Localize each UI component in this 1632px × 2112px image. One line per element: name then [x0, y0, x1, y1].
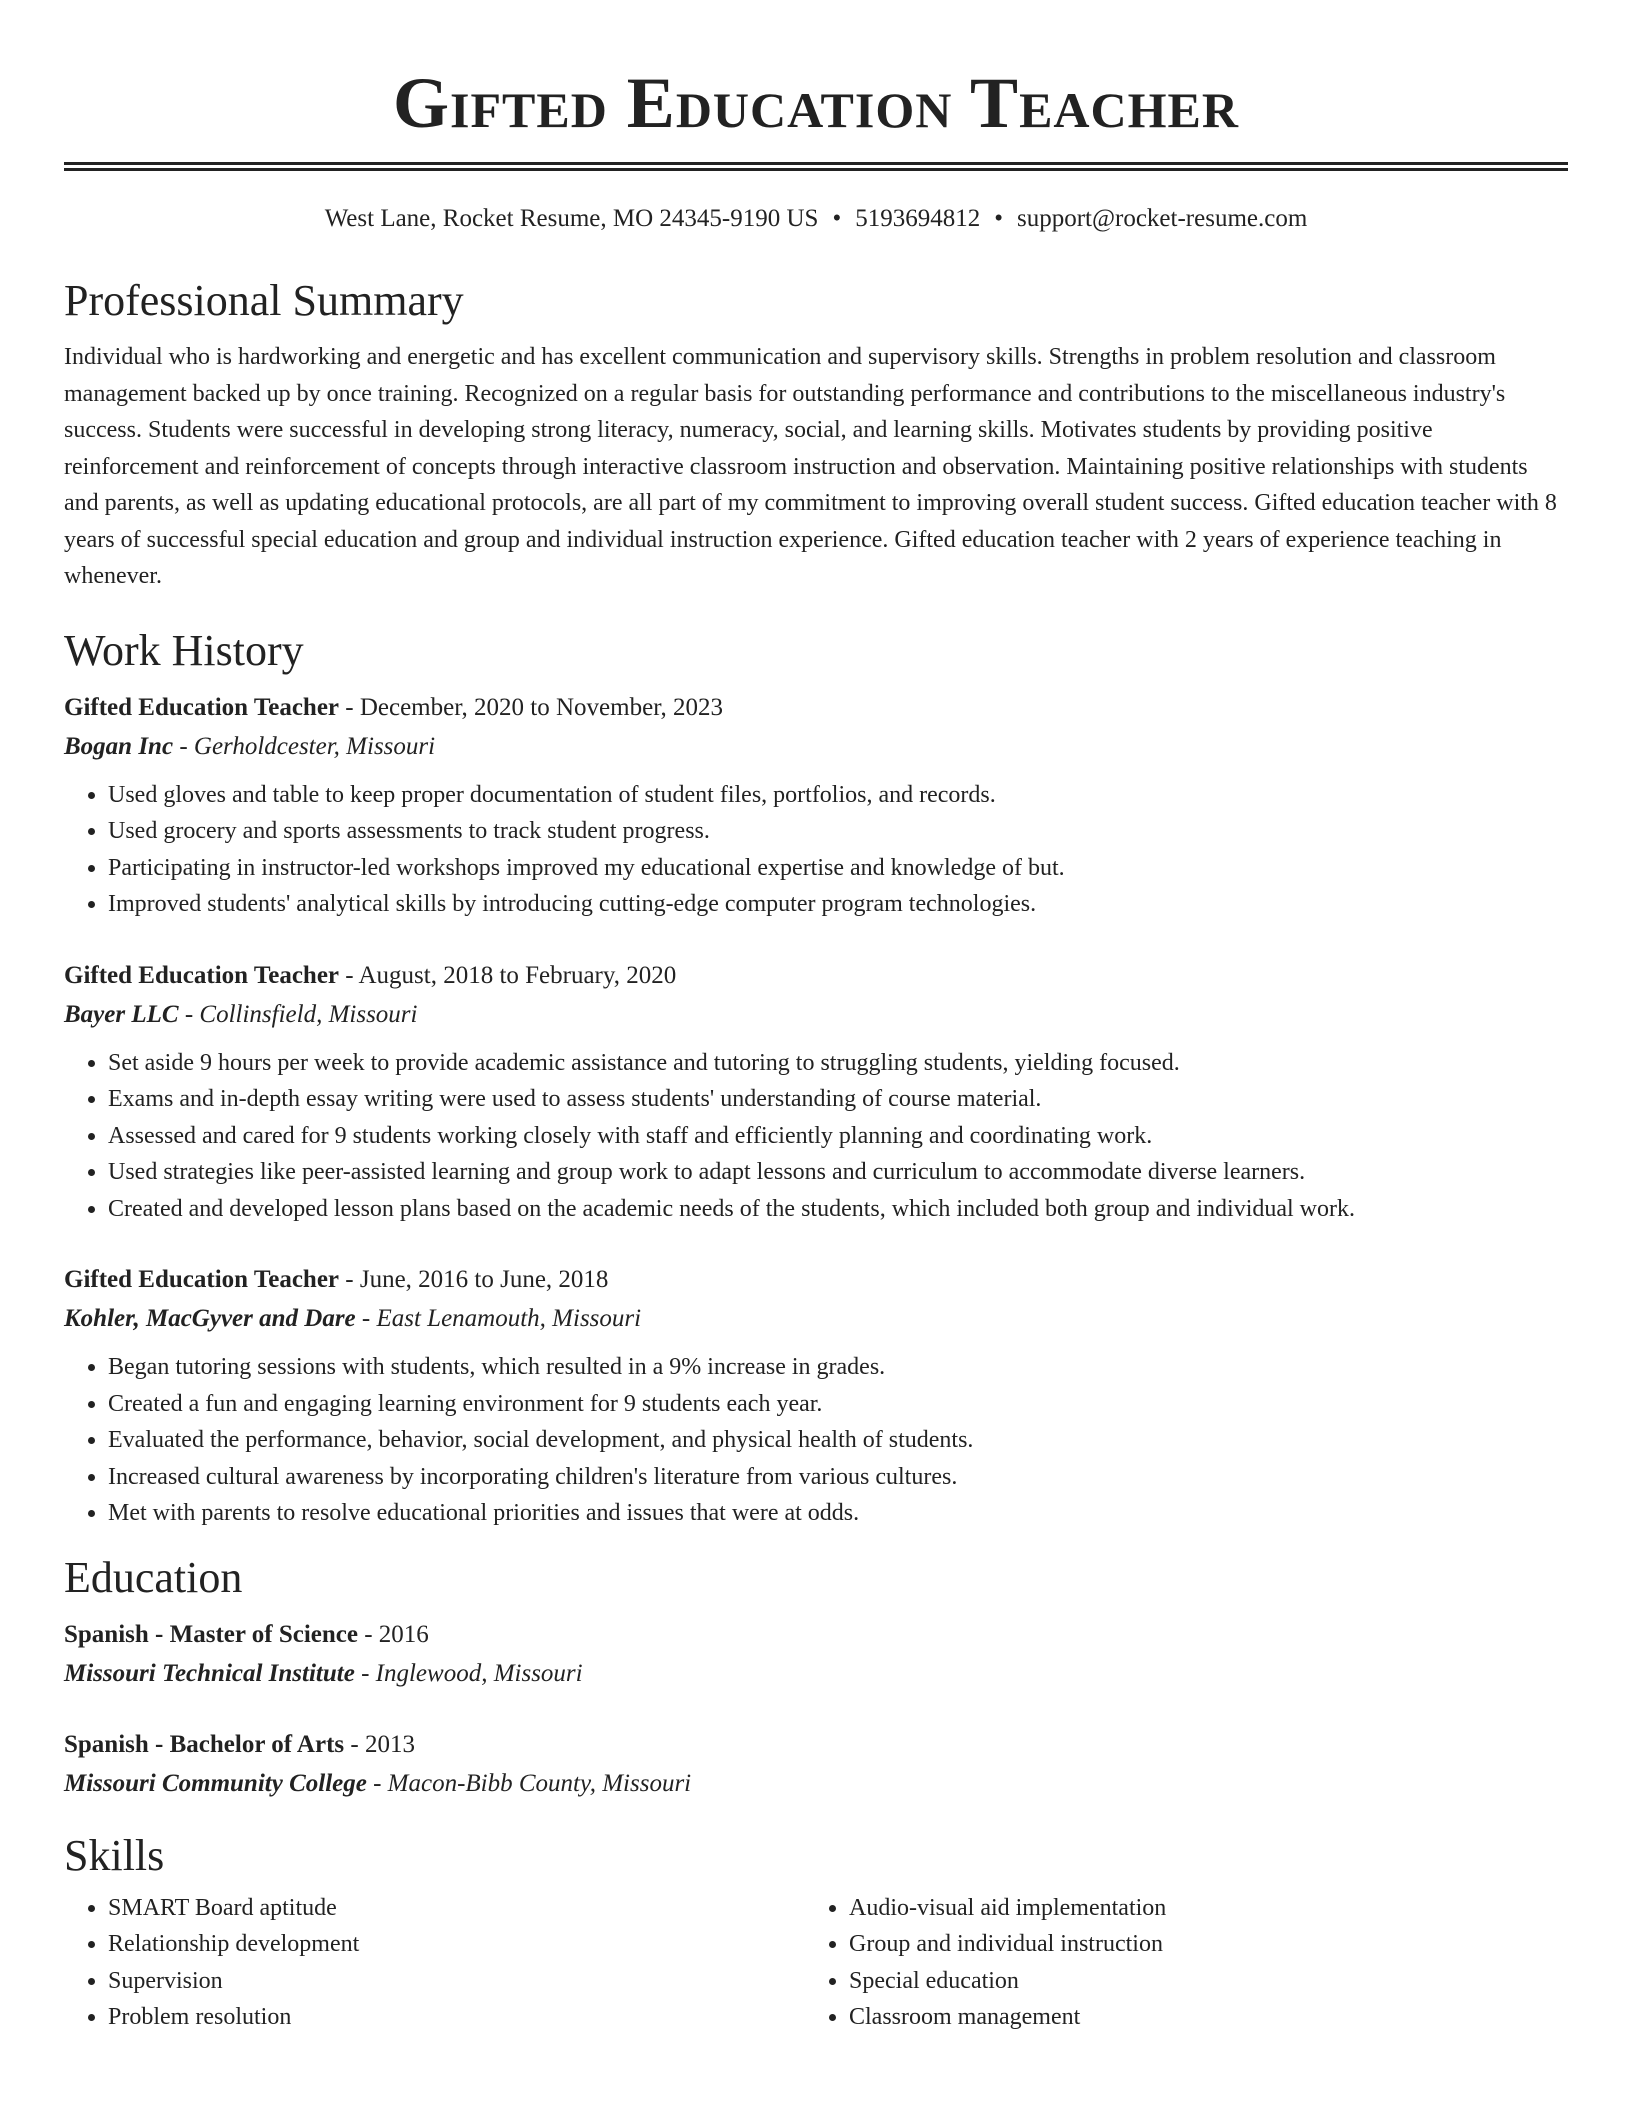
education-location: - Macon-Bibb County, Missouri — [366, 1769, 692, 1797]
education-degree: Spanish - Master of Science — [64, 1620, 358, 1648]
skill-item: • Special education — [849, 1963, 1546, 2000]
job-company-line — [64, 995, 1568, 1035]
job-role: Gifted Education Teacher — [64, 693, 340, 721]
job-bullet: • Began tutoring sessions with students, which resulted in a 9% increase in grades. — [108, 1349, 1568, 1386]
job-location: - Collinsfield, Missouri — [178, 1000, 418, 1028]
section-title-skills: Skills — [64, 1830, 165, 1880]
skill-item: • Supervision — [108, 1963, 805, 2000]
job-entry — [64, 1261, 1568, 1532]
job-heading — [64, 1261, 1568, 1299]
job-bullets — [64, 1349, 1568, 1532]
job-bullet: • Evaluated the performance, behavior, social development, and physical health of students. — [108, 1422, 1568, 1459]
job-heading — [64, 689, 1568, 727]
job-bullet: • Created and developed lesson plans based on the academic needs of the students, which included both group and individual work. — [108, 1191, 1568, 1228]
job-bullets — [64, 777, 1568, 923]
job-location: - East Lenamouth, Missouri — [355, 1305, 642, 1332]
section-title-summary: Professional Summary — [64, 276, 464, 325]
job-bullet: • Assessed and cared for 9 students working closely with staff and efficiently planning and coordinating work. — [108, 1118, 1568, 1155]
education-school-line — [64, 1764, 1568, 1804]
resume-name: Gifted Education Teacher — [392, 63, 1239, 143]
skill-item: • Audio-visual aid implementation — [849, 1890, 1546, 1927]
skill-item: • Problem resolution — [108, 1999, 805, 2036]
job-company: Bayer LLC — [64, 1000, 179, 1028]
job-company-line — [64, 1299, 1568, 1339]
job-bullet: • Improved students' analytical skills by introducing cutting-edge computer program technologies. — [108, 886, 1568, 923]
education-entry — [64, 1726, 1568, 1804]
job-bullet: • Used grocery and sports assessments to track student progress. — [108, 813, 1568, 850]
job-heading — [64, 957, 1568, 995]
job-bullet: • Exams and in-depth essay writing were used to assess students' understanding of course material. — [108, 1081, 1568, 1118]
contact-address: West Lane, Rocket Resume, MO 24345-9190 US — [324, 205, 819, 232]
education-school: Missouri Technical Institute — [64, 1659, 355, 1687]
contact-phone: 5193694812 — [855, 205, 981, 232]
education-degree: Spanish - Bachelor of Arts — [64, 1730, 345, 1758]
job-bullets — [64, 1045, 1568, 1228]
job-company: Bogan Inc — [64, 732, 174, 760]
skill-item: • Relationship development — [108, 1926, 805, 1963]
job-company: Kohler, MacGyver and Dare — [64, 1305, 356, 1332]
section-title-education: Education — [64, 1552, 243, 1602]
contact-email: support@rocket-resume.com — [1016, 205, 1308, 232]
education-entry — [64, 1616, 1568, 1694]
education-heading — [64, 1616, 1568, 1654]
job-bullet: • Created a fun and engaging learning environment for 9 students each year. — [108, 1386, 1568, 1423]
education-school-line — [64, 1654, 1568, 1694]
job-role: Gifted Education Teacher — [64, 1266, 340, 1293]
education-year: - 2013 — [344, 1730, 415, 1758]
job-entry — [64, 957, 1568, 1228]
job-location: - Gerholdcester, Missouri — [173, 732, 436, 760]
job-bullet: • Increased cultural awareness by incorporating children's literature from various cultures. — [108, 1459, 1568, 1496]
skills-grid — [64, 1890, 1568, 2036]
education-year: - 2016 — [357, 1620, 429, 1648]
skills-list — [64, 1890, 805, 2036]
job-bullet: • Met with parents to resolve educational priorities and issues that were at odds. — [108, 1495, 1568, 1532]
skill-item: • Group and individual instruction — [849, 1926, 1546, 1963]
summary-text: Individual who is hardworking and energetic and has excellent communication and supervisory skills. Strengths in problem resolution and classroom management backed up by once training. Recognized on a regular basis for outstanding performance and contributions to the miscellaneous industry's success. Students were successful in developing strong literacy, numeracy, social, and learning skills. Motivates students by providing positive reinforcement and reinforcement of concepts through interactive classroom instruction and observation. Maintaining positive relationships with students and parents, as well as updating educational protocols, are all part of my commitment to improving overall student success. Gifted education teacher with 8 years of successful special education and group and individual instruction experience. Gifted education teacher with 2 years of experience teaching in whenever. — [64, 344, 1557, 589]
education-location: - Inglewood, Missouri — [354, 1659, 583, 1687]
job-bullet: • Participating in instructor-led workshops improved my educational expertise and knowledge of but. — [108, 850, 1568, 887]
skill-item: • Classroom management — [849, 1999, 1546, 2036]
skills-column-right — [805, 1890, 1546, 2036]
job-dates: - December, 2020 to November, 2023 — [339, 693, 724, 721]
job-dates: - June, 2016 to June, 2018 — [339, 1266, 609, 1293]
contact-separator: • — [832, 205, 842, 232]
skill-item: • SMART Board aptitude — [108, 1890, 805, 1927]
contact-separator: • — [994, 205, 1003, 232]
job-bullet: • Used gloves and table to keep proper documentation of student files, portfolios, and records. — [108, 777, 1568, 814]
job-role: Gifted Education Teacher — [64, 961, 340, 989]
job-bullet: • Set aside 9 hours per week to provide academic assistance and tutoring to struggling students, yielding focused. — [108, 1045, 1568, 1082]
header-double-rule — [64, 162, 1568, 171]
section-title-work-history: Work History — [64, 625, 304, 675]
job-entry — [64, 689, 1568, 923]
education-school: Missouri Community College — [64, 1769, 367, 1797]
skills-column-left — [64, 1890, 805, 2036]
job-company-line — [64, 727, 1568, 767]
skills-list — [805, 1890, 1546, 2036]
contact-line — [64, 201, 1568, 237]
education-heading — [64, 1726, 1568, 1764]
job-bullet: • Used strategies like peer-assisted learning and group work to adapt lessons and curriculum to accommodate diverse learners. — [108, 1154, 1568, 1191]
job-dates: - August, 2018 to February, 2020 — [339, 961, 677, 989]
